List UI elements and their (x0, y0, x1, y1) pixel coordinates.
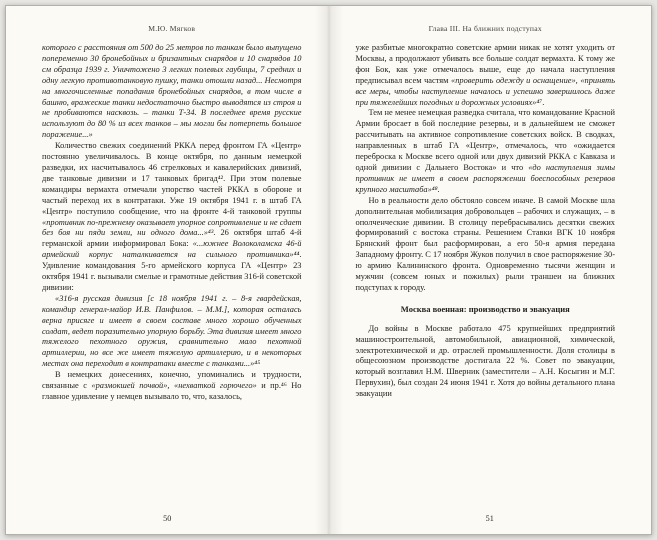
block-quote-continuation: которого с расстояния от 500 до 25 метров по танкам было выпущено попеременно 30 бронебойных и бризантных снарядов и 10 снарядов 10 см образца 1939 г. Уничтожено 3 легких полевых гаубицы, 7 средних и одну легкую противотанковую пушку, танки отошли назад... Несмотря на многочисленные попадания бронебойных снарядов, в том числе в башню, вражеские танки недостаточно быстро выводятся из строя и не пробиваются насквозь. – танки Т-34. В последнее время русские используют до 80 % из всех танков – мы могли бы потерпеть большое поражение...» (42, 43, 302, 140)
paragraph: До войны в Москве работало 475 крупнейших предприятий машиностроительной, автомобильной, авиационной, химической, электротехнической и др. отраслей промышленности. Доля столицы в общесоюзном производстве достигала 22 %. Совет по эвакуации, который возглавил Н.М. Шверник (заместители – А.Н. Косыгин и М.Г. Первухин), был создан 24 июня 1941 г. Хотя до войны детального плана эвакуации (355, 323, 615, 399)
running-head-chapter: Глава III. На ближних подступах (428, 24, 542, 33)
paragraph-continuation (356, 43, 616, 108)
page-left (6, 6, 329, 534)
text-segment: и пр.⁴⁶ Но главное удивление у немцев вызывало то, что, казалось, (42, 381, 302, 401)
text-segment: уже разбитые многократно советские армии никак не хотят уходить от Москвы, а продолжают убивать все больше солдат вермахта. К тому же фон Бок, как уже отмечалось выше, еще до начала наступления предписывал всем частям (355, 43, 615, 85)
page-number-left: 50 (163, 514, 172, 523)
paragraph (356, 108, 616, 195)
text-segment: . 26 октября штаб 4-й германской армии информировал Бока: (42, 228, 302, 249)
page-right (329, 6, 652, 534)
paragraph: Но в реальности дело обстояло совсем иначе. В самой Москве шла дополнительная мобилизация добровольцев – рабочих и служащих, – в ополченческие дивизии. В столицу перебрасывались десятки свежих формирований с востока страны. Решением Ставки ВГК 10 ноября Брянский фронт был расформирован, а его 50-я армия передана Западному фронту. С 17 ноября Жуков получил в свое распоряжение 30-ю армию Калининского фронта. Одновременно тысячи женщин и мужчин (совсем юных и пожилых) рыли траншеи на ближних подступах к городу. (355, 195, 615, 292)
block-quote: «316-я русская дивизия [с 18 ноября 1941 г. – 8-я гвардейская, командир генерал-майор И.В. Панфилов. – М.М.], которая осталась верна присяге и имеет в своем составе много хорошо обученных солдат, ведет поразительно упорную борьбу. Эта дивизия имеет много тяжелого пехотного оружия, сравнительно мало пехотной артиллерии, но все же имеет тяжелую артиллерию, и в некоторых местах она переходит в контратаки вместе с танками...»⁴⁵ (42, 293, 302, 369)
text-segment: . (542, 97, 545, 107)
paragraph (42, 141, 302, 294)
page-right-body (356, 43, 616, 400)
quote-segment: «...южнее Волоколамска 46-й армейский корпус наталкивается на сильного противника»⁴⁴ (42, 239, 302, 260)
text-segment: Количество свежих соединений РККА перед фронтом ГА «Центр» постоянно увеличивалось. В конце октября, по данным немецкой разведки, их насчитывалось 46 стрелковых и кавалерийских дивизий, две танковые дивизии и 17 танковых бригад⁴². При этом полевые командиры вермахта отмечали упорство частей РККА в обороне и частый переход их в контратаки. Уже 19 октября 1941 г. в штаб ГА «Центр» поступило сообщение, что на фронте 4-й танковой группы (42, 141, 302, 216)
quote-segment: «до наступления зимы противник не имеет в своем распоряжении боеспособных резервов крупного масштаба»⁴⁸. (355, 162, 616, 194)
quote-segment: «размокшей почвой», «нехваткой горючего» (91, 381, 257, 391)
page-left-body (42, 43, 302, 403)
book-spread (5, 5, 652, 535)
text-segment: . Удивление командования 5-го армейского корпуса ГА «Центр» 23 октября 1941 г. вызывали смелые и грамотные действия 316-й советской дивизии: (42, 250, 302, 292)
text-segment: Тем не менее немецкая разведка считала, что командование Красной Армии бросает в бой последние резервы, и в дальнейшем не сможет рассчитывать на активное сопротивление советских войск. В сводках, направленных в штаб ГА «Центр», отмечалось, что «ожидается переброска к Москве всего одной или двух дивизий РККА с Кавказа и одной дивизии с Дальнего Востока» и что (355, 108, 615, 172)
paragraph (42, 370, 302, 403)
running-head-author: М.Ю. Мягков (148, 24, 196, 33)
text-segment: В немецких донесениях, конечно, упоминались и трудности, связанные с (42, 370, 302, 391)
quote-segment: «проверить одежду и оснащение», «принять все меры, чтобы наступление началось и успешно завершилось даже при тяжелейших погодных и дорожных условиях»⁴⁷ (355, 75, 616, 107)
quote-segment: «противник по-прежнему оказывает упорное сопротивление и не сдает без боя ни пяди земли, ни одного дома...»⁴³ (42, 217, 302, 238)
section-subheading: Москва военная: производство и эвакуация (400, 303, 570, 314)
page-number-right: 51 (485, 514, 494, 523)
